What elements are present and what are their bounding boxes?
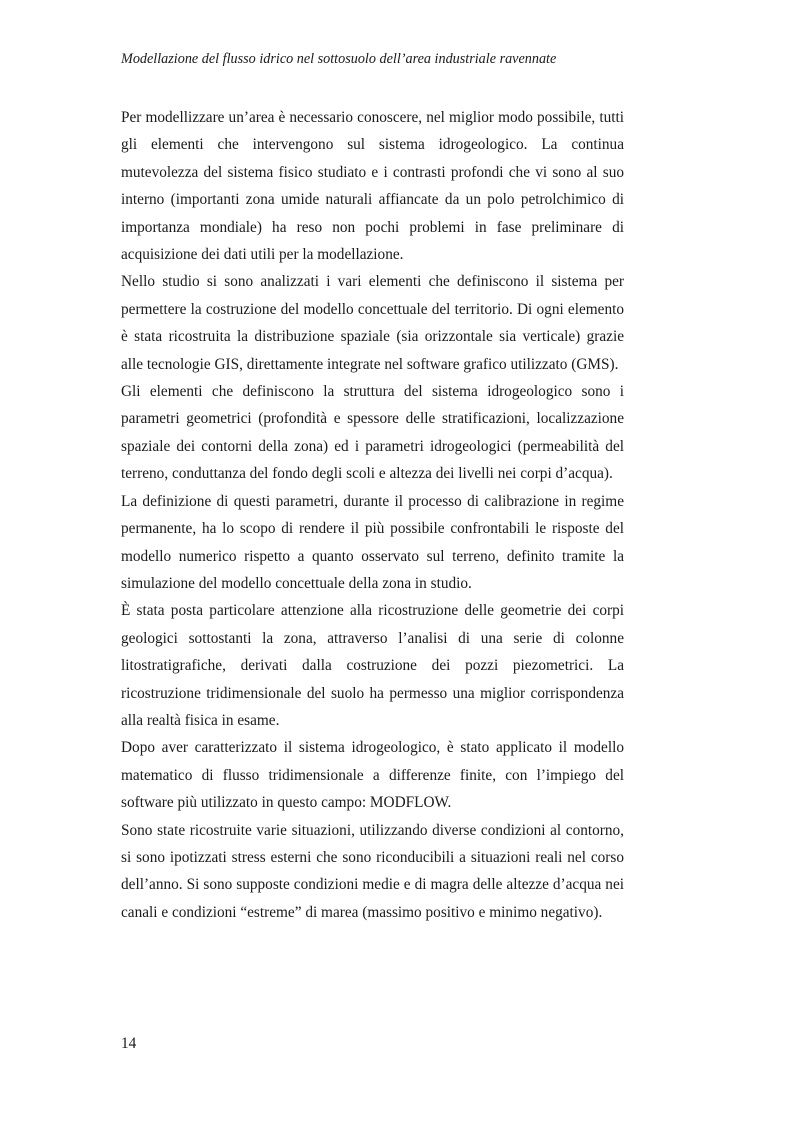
page-number: 14 [121,1035,137,1052]
paragraph-2: Nello studio si sono analizzati i vari elementi che definiscono il sistema per permettere la costruzione del modello concettuale del territorio. Di ogni elemento è stata ricostruita la distribuzione spaziale (sia orizzontale sia verticale) grazie alle tecnologie GIS, direttamente integrate nel software grafico utilizzato (GMS). [121,273,624,373]
paragraph-1: Per modellizzare un’area è necessario conoscere, nel miglior modo possibile, tutti gli elementi che intervengono sul sistema idrogeologico. La continua mutevolezza del sistema fisico studiato e i contrasti profondi che vi sono al suo interno (importanti zona umide naturali affiancate da un polo petrolchimico di importanza mondiale) ha reso non pochi problemi in fase preliminare di acquisizione dei dati utili per la modellazione. [121,109,624,264]
paragraph-5: È stata posta particolare attenzione alla ricostruzione delle geometrie dei corpi geologici sottostanti la zona, attraverso l’analisi di una serie di colonne litostratigrafiche, derivati dalla costruzione dei pozzi piezometrici. La ricostruzione tridimensionale del suolo ha permesso una miglior corrispondenza alla realtà fisica in esame. [121,602,624,729]
running-header: Modellazione del flusso idrico nel sottosuolo dell’area industriale ravennate [121,51,557,67]
paragraph-3: Gli elementi che definiscono la struttura del sistema idrogeologico sono i parametri geometrici (profondità e spessore delle stratificazioni, localizzazione spaziale dei contorni della zona) ed i parametri idrogeologici (permeabilità del terreno, conduttanza del fondo degli scoli e altezza dei livelli nei corpi d’acqua). [121,383,624,483]
paragraph-6: Dopo aver caratterizzato il sistema idrogeologico, è stato applicato il modello matematico di flusso tridimensionale a differenze finite, con l’impiego del software più utilizzato in questo campo: MODFLOW. [121,739,624,812]
body-text [121,104,624,926]
paragraph-7: Sono state ricostruite varie situazioni, utilizzando diverse condizioni al contorno, si sono ipotizzati stress esterni che sono riconducibili a situazioni reali nel corso dell’anno. Si sono supposte condizioni medie e di magra delle altezze d’acqua nei canali e condizioni “estreme” di marea (massimo positivo e minimo negativo). [121,821,624,921]
paragraph-4: La definizione di questi parametri, durante il processo di calibrazione in regime permanente, ha lo scopo di rendere il più possibile confrontabili le risposte del modello numerico rispetto a quanto osservato sul terreno, definito tramite la simulazione del modello concettuale della zona in studio. [121,492,624,592]
